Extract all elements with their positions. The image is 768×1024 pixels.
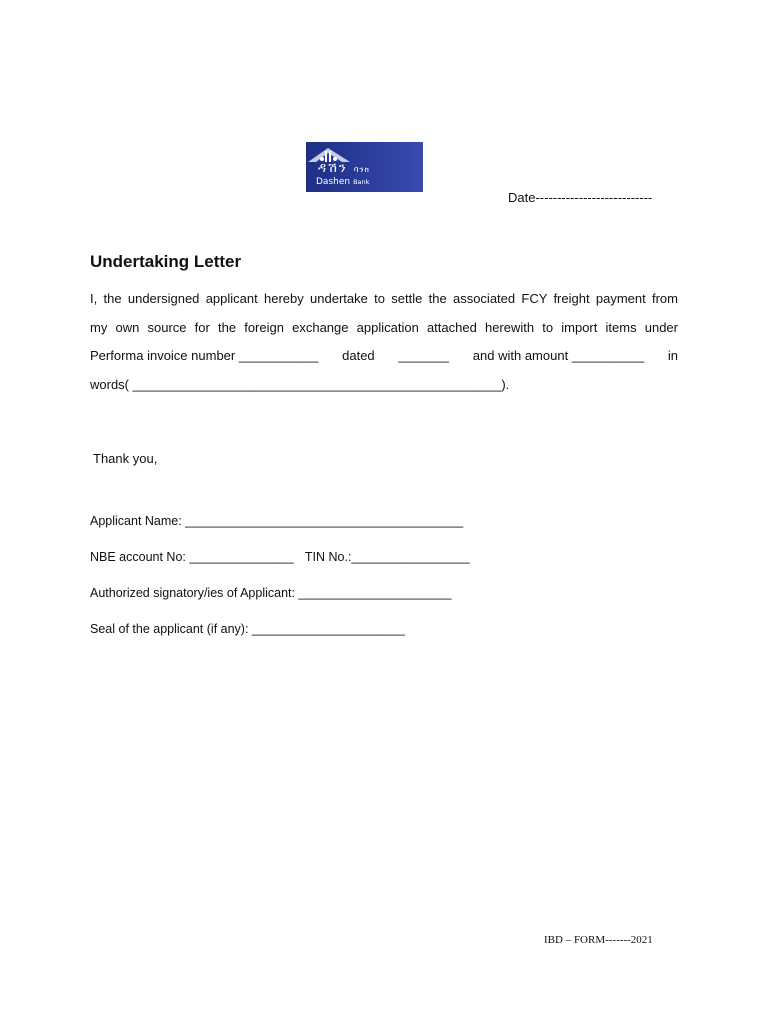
in-text: in (667, 348, 678, 363)
closing-text: Thank you, (93, 451, 158, 466)
page-title: Undertaking Letter (90, 252, 242, 271)
authorized-signatory-field: Authorized signatory/ies of Applicant: ______________________ (90, 586, 452, 600)
paragraph-line-4: words( ___________________________________________________). (90, 376, 510, 392)
date-field: Date--------------------------- (508, 190, 653, 205)
amount-text: and with amount __________ (472, 348, 645, 363)
applicant-name-field: Applicant Name: ________________________________________ (90, 514, 464, 528)
dashen-bank-logo (306, 142, 423, 192)
undertaking-paragraph (90, 285, 678, 399)
tin-field: TIN No.:_________________ (304, 550, 470, 564)
account-tin-row (90, 550, 470, 564)
paragraph-line-2: my own source for the foreign exchange application attached herewith to import items under (90, 319, 678, 335)
invoice-number-text: Performa invoice number ___________ (90, 348, 319, 363)
logo-amharic-text: ዳሽን ባንክ (318, 161, 370, 176)
form-code-footer: IBD – FORM-------2021 (544, 934, 653, 946)
paragraph-line-3 (90, 342, 678, 371)
dated-blank: _______ (398, 348, 450, 363)
nbe-account-field: NBE account No: _______________ (90, 550, 294, 564)
seal-field: Seal of the applicant (if any): ______________________ (90, 622, 405, 636)
paragraph-line-1: I, the undersigned applicant hereby undertake to settle the associated FCY freight payment from (90, 291, 678, 306)
logo-bank-name: Dashen Bank (316, 177, 370, 187)
dated-label: dated (342, 348, 375, 363)
